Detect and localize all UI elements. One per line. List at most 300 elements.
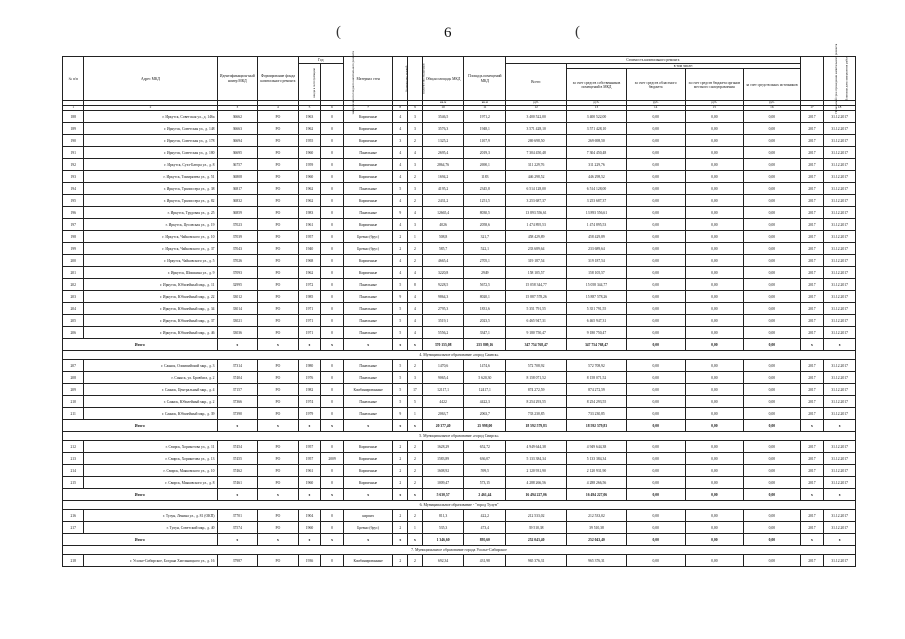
total-cell: 0,00: [685, 489, 744, 501]
table-cell: 522,1: [464, 243, 506, 255]
table-cell: 0,00: [685, 408, 744, 420]
table-cell: 1957: [298, 453, 321, 465]
total-cell: x: [298, 339, 321, 351]
total-cell: x: [343, 339, 393, 351]
table-cell: 2009: [321, 453, 344, 465]
total-row: [63, 534, 856, 546]
table-cell: 0,00: [744, 327, 800, 339]
table-cell: 6 514 128,00: [506, 183, 567, 195]
table-cell: 0: [321, 396, 344, 408]
table-cell: 2017: [800, 465, 824, 477]
total-cell: x: [343, 534, 393, 546]
table-cell: 2: [393, 441, 408, 453]
table-cell: 2017: [800, 384, 824, 396]
table-cell: г. Иркутск, Тимирязева ул., д. 51: [84, 171, 217, 183]
table-cell: 0,00: [626, 231, 685, 243]
table-cell: 5: [393, 327, 408, 339]
table-cell: 37043: [217, 243, 258, 255]
table-cell: 0: [321, 315, 344, 327]
table-row: [63, 384, 856, 396]
table-row: [63, 159, 856, 171]
table-cell: 1971: [298, 303, 321, 315]
unit-total-area: кв.м: [422, 101, 464, 106]
table-cell: 0: [321, 267, 344, 279]
table-cell: 3: [393, 135, 408, 147]
total-cell: 0,00: [744, 339, 800, 351]
table-cell: 0,00: [685, 219, 744, 231]
table-cell: 0,00: [685, 453, 744, 465]
table-cell: 31.12.2017: [824, 522, 856, 534]
table-cell: 213: [63, 453, 84, 465]
table-cell: г. Иркутск, Юбилейный мкр., д. 11: [84, 279, 217, 291]
table-cell: 0,00: [626, 111, 685, 123]
table-cell: 1957: [298, 441, 321, 453]
table-cell: 0,00: [685, 555, 744, 567]
table-cell: 2 120 931,90: [506, 465, 567, 477]
table-cell: 0,00: [626, 303, 685, 315]
table-cell: 196: [63, 207, 84, 219]
table-cell: 31.12.2017: [824, 291, 856, 303]
table-cell: 31.12.2017: [824, 315, 856, 327]
total-cell: x: [824, 534, 856, 546]
table-row: [63, 291, 856, 303]
table-cell: 158 105,57: [506, 267, 567, 279]
total-cell: x: [393, 534, 408, 546]
table-cell: 1962: [298, 267, 321, 279]
table-cell: 31.12.2017: [824, 171, 856, 183]
table-cell: 2017: [800, 267, 824, 279]
table-cell: 4: [393, 111, 408, 123]
table-cell: 5: [393, 279, 408, 291]
total-cell: 2 461,44: [464, 489, 506, 501]
table-cell: г. Иркутск, Чайковского ул., д. 37: [84, 243, 217, 255]
table-cell: РО: [258, 396, 299, 408]
column-number: 11: [464, 106, 506, 111]
header-walls: Материал стен: [343, 57, 393, 101]
unit-premises-area: кв.м: [464, 101, 506, 106]
table-cell: РО: [258, 171, 299, 183]
table-cell: 5 351 791,55: [567, 303, 627, 315]
table-cell: 1960: [298, 522, 321, 534]
table-cell: 2023,5: [464, 315, 506, 327]
table-cell: 3: [408, 123, 423, 135]
table-cell: Панельные: [343, 372, 393, 384]
table-cell: 1: [408, 231, 423, 243]
total-cell: x: [217, 339, 258, 351]
table-cell: 2017: [800, 279, 824, 291]
table-cell: г. Иркутск, Юбилейный мкр., д. 37: [84, 315, 217, 327]
total-cell: 0,00: [685, 339, 744, 351]
table-cell: РО: [258, 147, 299, 159]
table-cell: 37462: [217, 465, 258, 477]
table-cell: 2063,7: [422, 408, 464, 420]
table-cell: 31.12.2017: [824, 279, 856, 291]
table-cell: 585,7: [422, 243, 464, 255]
table-cell: 1971: [298, 315, 321, 327]
table-cell: 31.12.2017: [824, 195, 856, 207]
table-cell: 0: [321, 171, 344, 183]
header-cost-local: за счет средств бюджета органов местного самоуправления: [685, 69, 744, 101]
table-cell: 3: [408, 219, 423, 231]
table-cell: 1 474 895,53: [506, 219, 567, 231]
table-cell: 2705,1: [464, 255, 506, 267]
table-cell: 2949: [464, 267, 506, 279]
table-cell: 31.12.2017: [824, 243, 856, 255]
table-cell: РО: [258, 255, 299, 267]
table-cell: 1961: [298, 219, 321, 231]
total-cell: 252 043,40: [567, 534, 627, 546]
table-cell: 1474,6: [464, 360, 506, 372]
total-cell: x: [408, 339, 423, 351]
table-cell: 0: [321, 243, 344, 255]
table-cell: 36757: [217, 159, 258, 171]
table-cell: 2017: [800, 303, 824, 315]
table-cell: 0,00: [744, 291, 800, 303]
column-number: 6: [321, 106, 344, 111]
total-cell: 347 754 768,47: [506, 339, 567, 351]
table-cell: РО: [258, 372, 299, 384]
table-cell: 202: [63, 279, 84, 291]
table-cell: РО: [258, 279, 299, 291]
table-cell: 4: [393, 267, 408, 279]
table-cell: Кирпичные: [343, 135, 393, 147]
table-cell: 1: [408, 522, 423, 534]
table-cell: 0,00: [685, 135, 744, 147]
table-cell: 2: [408, 135, 423, 147]
table-cell: 0,00: [685, 327, 744, 339]
table-cell: 2017: [800, 396, 824, 408]
total-cell: x: [824, 339, 856, 351]
table-cell: 12665,4: [422, 207, 464, 219]
total-cell: 25 998,00: [464, 420, 506, 432]
table-cell: 209: [63, 384, 84, 396]
table-cell: 2345,8: [464, 183, 506, 195]
table-cell: г. Иркутск, Сухэ-Батора ул., д. 8: [84, 159, 217, 171]
table-cell: Панельные: [343, 147, 393, 159]
table-cell: 0,00: [685, 441, 744, 453]
table-cell: 17: [408, 384, 423, 396]
table-cell: Кирпичные: [343, 453, 393, 465]
table-row: [63, 453, 856, 465]
table-cell: Кирпичные: [343, 255, 393, 267]
table-cell: 31.12.2017: [824, 159, 856, 171]
total-cell: x: [408, 489, 423, 501]
table-cell: 3576,3: [422, 123, 464, 135]
table-cell: РО: [258, 231, 299, 243]
table-cell: 5556,2: [422, 327, 464, 339]
total-cell: x: [824, 420, 856, 432]
table-cell: 652,72: [464, 441, 506, 453]
table-cell: 36694: [217, 135, 258, 147]
table-row: [63, 219, 856, 231]
table-cell: 0,00: [685, 510, 744, 522]
table-cell: 188: [63, 111, 84, 123]
table-cell: 0,00: [626, 453, 685, 465]
repair-register-table: [62, 44, 856, 567]
table-cell: Панельные: [343, 408, 393, 420]
table-cell: 5: [393, 303, 408, 315]
total-label: Итого: [63, 489, 218, 501]
table-cell: г. Иркутск, Советская ул., д. 178: [84, 135, 217, 147]
table-cell: 0,00: [744, 477, 800, 489]
table-cell: 6 514 128,00: [567, 183, 627, 195]
table-cell: 2017: [800, 291, 824, 303]
section-title: 4. Муниципальное образование «город Саянск»: [63, 351, 856, 360]
table-cell: 0,00: [685, 396, 744, 408]
table-cell: Панельные: [343, 360, 393, 372]
table-cell: 422,2: [464, 510, 506, 522]
table-cell: 0,00: [626, 123, 685, 135]
table-cell: 0,00: [744, 360, 800, 372]
table-cell: 2017: [800, 183, 824, 195]
table-cell: 5: [393, 183, 408, 195]
column-number: 1: [63, 106, 84, 111]
table-cell: 1971: [298, 327, 321, 339]
total-row: [63, 420, 856, 432]
table-row: [63, 183, 856, 195]
column-number: 3: [217, 106, 258, 111]
table-cell: 4422,3: [464, 396, 506, 408]
table-body: [63, 111, 856, 567]
table-cell: Кирпичные: [343, 477, 393, 489]
table-cell: 0,00: [626, 219, 685, 231]
table-cell: 0,00: [744, 255, 800, 267]
table-cell: 4: [393, 255, 408, 267]
table-cell: 1936: [298, 555, 321, 567]
page-number-area: [0, 24, 905, 42]
total-cell: x: [258, 489, 299, 501]
table-cell: 12117,1: [422, 384, 464, 396]
column-number: 2: [84, 106, 217, 111]
table-cell: 8 158 071,52: [567, 372, 627, 384]
table-cell: г. Иркутск, Трилиссера ул., д. 38: [84, 183, 217, 195]
table-row: [63, 408, 856, 420]
table-cell: 197: [63, 219, 84, 231]
table-cell: 0,00: [744, 555, 800, 567]
section-title-row: [63, 546, 856, 555]
table-row: [63, 510, 856, 522]
column-number: 12: [506, 106, 567, 111]
table-row: [63, 315, 856, 327]
table-cell: 31.12.2017: [824, 372, 856, 384]
page-bracket-left: (: [336, 24, 341, 40]
table-cell: 0,00: [626, 384, 685, 396]
table-cell: РО: [258, 267, 299, 279]
table-cell: 0: [321, 477, 344, 489]
table-cell: 636,07: [464, 453, 506, 465]
table-cell: 458 429,89: [506, 231, 567, 243]
table-cell: 2: [408, 195, 423, 207]
table-cell: 0: [321, 372, 344, 384]
table-cell: 37366: [217, 396, 258, 408]
table-cell: 0,00: [744, 135, 800, 147]
table-cell: 31.12.2017: [824, 441, 856, 453]
table-cell: 1608,92: [422, 465, 464, 477]
table-cell: 4 949 644,38: [506, 441, 567, 453]
table-cell: 0,00: [626, 195, 685, 207]
table-cell: 31.12.2017: [824, 147, 856, 159]
table-cell: 233 689,64: [506, 243, 567, 255]
table-cell: 0: [321, 327, 344, 339]
total-cell: 20 377,40: [422, 420, 464, 432]
header-plan-end: Плановая дата завершения работ: [824, 57, 856, 101]
table-cell: 31.12.2017: [824, 327, 856, 339]
table-cell: 2864,76: [422, 159, 464, 171]
total-cell: x: [800, 339, 824, 351]
table-cell: 0,00: [685, 255, 744, 267]
table-cell: 31.12.2017: [824, 408, 856, 420]
table-cell: 1968: [298, 255, 321, 267]
table-cell: 2795,3: [422, 303, 464, 315]
header-entrances: Количество подъездов: [408, 57, 423, 101]
table-cell: 473,4: [464, 522, 506, 534]
table-cell: 211: [63, 408, 84, 420]
table-cell: 0,00: [685, 171, 744, 183]
table-cell: 2: [408, 171, 423, 183]
table-cell: 37023: [217, 219, 258, 231]
table-cell: 0,00: [626, 522, 685, 534]
table-cell: 37314: [217, 360, 258, 372]
total-cell: 370 155,08: [422, 339, 464, 351]
table-cell: 4: [393, 195, 408, 207]
table-cell: 8020,1: [464, 291, 506, 303]
table-cell: 0,00: [685, 111, 744, 123]
table-cell: 0,00: [626, 243, 685, 255]
table-cell: 216: [63, 510, 84, 522]
table-cell: 6 465 947,31: [567, 315, 627, 327]
table-cell: 733 230,85: [567, 408, 627, 420]
table-cell: 31.12.2017: [824, 453, 856, 465]
table-cell: 965 376,31: [567, 555, 627, 567]
table-cell: 1982: [298, 384, 321, 396]
header-ident: Идентификацион-ный номер МКД: [217, 57, 258, 101]
column-number: 8: [393, 106, 408, 111]
table-cell: 0,00: [685, 159, 744, 171]
section-title: 7. Муниципальное образование города Усолье-Сибирское: [63, 546, 856, 555]
table-cell: 1251,5: [464, 195, 506, 207]
total-cell: x: [258, 339, 299, 351]
table-cell: 0,00: [685, 279, 744, 291]
table-cell: 1470,6: [422, 360, 464, 372]
table-cell: г. Иркутск, Чайковского ул., д. 5: [84, 255, 217, 267]
table-cell: РО: [258, 408, 299, 420]
table-cell: Кирпичные: [343, 441, 393, 453]
table-header: [63, 44, 856, 115]
table-cell: 321,7: [464, 231, 506, 243]
table-cell: РО: [258, 291, 299, 303]
table-cell: 39 510,38: [567, 522, 627, 534]
table-cell: г. Саянск, Центральный мкр., д. 4: [84, 384, 217, 396]
table-row: [63, 243, 856, 255]
table-cell: 0: [321, 231, 344, 243]
table-cell: 158 105,57: [567, 267, 627, 279]
total-cell: 0,00: [744, 489, 800, 501]
table-cell: 5: [393, 372, 408, 384]
table-cell: 3: [408, 372, 423, 384]
table-cell: 31.12.2017: [824, 384, 856, 396]
table-cell: 5 133 384,34: [567, 453, 627, 465]
table-cell: 0,00: [626, 267, 685, 279]
table-cell: 3 571 428,10: [567, 123, 627, 135]
total-cell: 0,00: [626, 420, 685, 432]
table-cell: РО: [258, 219, 299, 231]
table-cell: 2017: [800, 441, 824, 453]
table-cell: 0,00: [626, 291, 685, 303]
table-row: [63, 360, 856, 372]
table-cell: г. Иркутск, Советская ул., д. 146а: [84, 111, 217, 123]
table-cell: 200: [63, 255, 84, 267]
table-cell: 446 298,52: [567, 171, 627, 183]
table-cell: 3 253 687,37: [567, 195, 627, 207]
table-cell: 1979: [298, 408, 321, 420]
table-row: [63, 522, 856, 534]
table-cell: Кирпичные: [343, 219, 393, 231]
table-cell: 0,00: [626, 183, 685, 195]
table-cell: 217: [63, 522, 84, 534]
total-cell: x: [800, 420, 824, 432]
table-cell: 0: [321, 384, 344, 396]
total-cell: x: [343, 420, 393, 432]
table-cell: 31.12.2017: [824, 477, 856, 489]
table-cell: 0: [321, 123, 344, 135]
table-cell: 269 698,50: [506, 135, 567, 147]
table-cell: 0,00: [626, 147, 685, 159]
table-cell: 0,00: [744, 315, 800, 327]
table-cell: 0,00: [626, 207, 685, 219]
table-cell: 37701: [217, 510, 258, 522]
table-cell: 1107,9: [464, 135, 506, 147]
table-cell: 0,00: [744, 396, 800, 408]
table-cell: 4195,2: [422, 183, 464, 195]
section-title: 6. Муниципальное образование - "город Тулун": [63, 501, 856, 510]
table-cell: 0,00: [744, 465, 800, 477]
table-cell: Кирпичные: [343, 465, 393, 477]
table-cell: 0,00: [744, 279, 800, 291]
total-cell: 0,00: [626, 534, 685, 546]
table-cell: Бревно (брус): [343, 522, 393, 534]
table-cell: 31.12.2017: [824, 183, 856, 195]
table-cell: г. Иркутск, Юбилейный мкр., д. 34: [84, 303, 217, 315]
table-cell: 2: [393, 453, 408, 465]
table-cell: 4: [393, 171, 408, 183]
total-row: [63, 339, 856, 351]
table-row: [63, 255, 856, 267]
total-cell: 0,00: [744, 534, 800, 546]
table-cell: 0,00: [685, 315, 744, 327]
table-cell: 8 158 071,52: [506, 372, 567, 384]
table-cell: 15 887 578,26: [567, 291, 627, 303]
table-cell: 0,00: [626, 255, 685, 267]
table-cell: 0,00: [744, 243, 800, 255]
table-cell: 9: [393, 207, 408, 219]
table-cell: 7 304 450,48: [567, 147, 627, 159]
total-cell: x: [800, 489, 824, 501]
table-cell: 572 708,92: [567, 360, 627, 372]
table-cell: 39 510,38: [506, 522, 567, 534]
table-cell: 311 229,76: [506, 159, 567, 171]
table-cell: 269 698,50: [567, 135, 627, 147]
total-cell: x: [298, 534, 321, 546]
table-cell: 9228,5: [422, 279, 464, 291]
table-row: [63, 123, 856, 135]
table-cell: 3220,8: [422, 267, 464, 279]
table-cell: Кирпичные: [343, 111, 393, 123]
table-cell: 9065,4: [422, 372, 464, 384]
table-cell: 0,00: [685, 147, 744, 159]
table-cell: 207: [63, 360, 84, 372]
total-label: Итого: [63, 339, 218, 351]
table-cell: РО: [258, 315, 299, 327]
